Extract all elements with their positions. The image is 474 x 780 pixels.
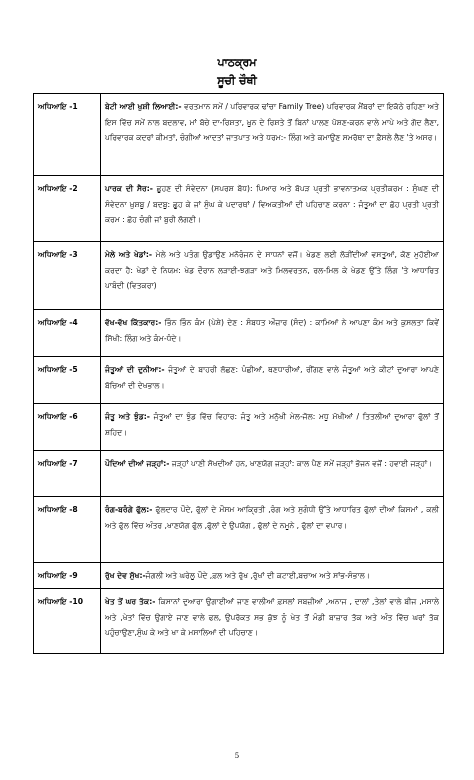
chapter-content	[101, 497, 444, 563]
chapter-topic: ਖੇਤ ਤੋਂ ਘਰ ਤੱਕ:-	[105, 597, 156, 606]
chapter-label: ਅਧਿਆਇ -2	[34, 176, 101, 242]
chapter-description: ਜੰਤੂਆਂ ਦਾ ਝੁੰਡ ਵਿੱਚ ਵਿਹਾਰ: ਜੰਤੂ ਅਤੇ ਮਨੁੱਖੀ ਮੇਲ-ਜੋਲ: ਮਧੂ ਮੱਖੀਆਂ / ਤਿਤਲੀਆਂ ਦੁਆਰਾ ਫੁੱਲਾਂ ਤੋਂ ਸ਼ਹਿਦ।	[105, 412, 439, 437]
page-number: 5	[234, 752, 240, 760]
chapter-topic: ਰੁੱਖ ਦੇਵ ਸੁੱਖ:-	[105, 571, 146, 580]
chapter-label: ਅਧਿਆਇ -1	[34, 94, 101, 176]
chapter-description: ਭਿੰਨ ਭਿੰਨ ਕੰਮ (ਪੇਸ਼ੇ) ਦੇਣ : ਸੰਬਧਤ ਔਜ਼ਾਰ (ਸੰਦ) : ਕਾਮਿਆਂ ਨੇ ਆਪਣਾ ਕੰਮ ਅਤੇ ਕੁਸਲਤਾ ਕਿਵੇਂ ਸਿੱਖੀ: ਲਿੰਗ ਅਤੇ ਕੰਮ-ਧੰਦੇ।	[105, 318, 439, 343]
chapter-label: ਅਧਿਆਇ -3	[34, 242, 101, 310]
chapter-description: ਫੁੱਲਦਾਰ ਪੌਦੇ, ਫੁੱਲਾਂ ਦੇ ਮੌਸਮ ਆਕ੍ਰਿਤੀ ,ਰੰਗ ਅਤੇ ਸੁਗੰਧੀ ਉੱਤੇ ਆਧਾਰਿਤ ਫੁੱਲਾਂ ਦੀਆਂ ਕਿਸਮਾਂ , ਕਲੀ ਅਤੇ ਫੁੱਲ ਵਿੱਚ ਅੰਤਰ ,ਖਾਣਯੋਗ ਫੁੱਲ ,ਫੁੱਲਾਂ ਦੇ ਉਪਯੋਗ , ਫੁੱਲਾਂ ਦੇ ਨਮੂਨੇ , ਫੁੱਲਾਂ ਦਾ ਵਪਾਰ।	[105, 505, 439, 530]
chapter-content	[101, 404, 444, 451]
chapter-content	[101, 451, 444, 497]
chapter-label: ਅਧਿਆਇ -8	[34, 497, 101, 563]
table-row	[34, 563, 444, 589]
chapter-label: ਅਧਿਆਇ -6	[34, 404, 101, 451]
table-row	[34, 451, 444, 497]
chapter-content	[101, 563, 444, 589]
chapter-topic: ਪਾਰਕ ਦੀ ਸੈਰ:-	[105, 184, 153, 193]
chapter-description: ਵਰਤਮਾਨ ਸਮੇਂ / ਪਰਿਵਾਰਕ ਢਾਂਚਾ Family Tree) ਪਰਿਵਾਰਕ ਮੈਂਬਰਾਂ ਦਾ ਇਕੱਠੇ ਰਹਿਣਾ ਅਤੇ ਇਸ ਵਿੱਚ ਸਮੇਂ ਨਾਲ ਬਦਲਾਵ, ਮਾਂ ਬੱਚੇ ਦਾ-ਰਿਸ਼ਤਾ, ਖ਼ੂਨ ਦੇ ਰਿਸ਼ਤੇ ਤੋਂ ਬਿਨਾਂ ਪਾਲਣ ਪੋਸ਼ਣ-ਕਰਨ ਵਾਲੇ ਮਾਪੇ ਅਤੇ ਗੋਦ ਲੈਣਾ, ਪਰਿਵਾਰਕ ਕਦਰਾਂ ਕੀਮਤਾਂ, ਚੰਗੀਆਂ ਆਦਤਾਂ ਜਾਤਪਾਤ ਅਤੇ ਧਰਮ:- ਲਿੰਗ ਅਤੇ ਕਮਾਉਣ ਸਮਰੱਥਾ ਦਾ ਫ਼ੈਸਲੇ ਲੈਣ 'ਤੇ ਅਸਰ।	[105, 102, 439, 142]
table-row	[34, 310, 444, 357]
table-row	[34, 94, 444, 176]
table-row	[34, 176, 444, 242]
chapter-topic: ਪੌਦਿਆਂ ਦੀਆਂ ਜੜ੍ਹਾਂ:-	[105, 459, 170, 468]
chapter-topic: ਜੰਤੂਆਂ ਦੀ ਦੁਨੀਆ:-	[105, 365, 165, 374]
syllabus-table	[33, 93, 444, 654]
chapter-topic: ਮੇਲੇ ਅਤੇ ਖੇਡਾਂ:-	[105, 250, 153, 259]
chapter-content	[101, 242, 444, 310]
chapter-content	[101, 176, 444, 242]
chapter-description: ਜੰਤੂਆਂ ਦੇ ਬਾਹਰੀ ਲੱਛਣ: ਪੰਛੀਆਂ, ਥਣਧਾਰੀਆਂ, ਰੀਂਗਣ ਵਾਲੇ ਜੰਤੂਆਂ ਅਤੇ ਕੀਟਾਂ ਦੁਆਰਾ ਆਪਣੇ ਬੱਚਿਆਂ ਦੀ ਦੇਖਭਾਲ।	[105, 365, 439, 390]
table-row	[34, 497, 444, 563]
table-row	[34, 242, 444, 310]
chapter-label: ਅਧਿਆਇ -5	[34, 357, 101, 404]
chapter-content	[101, 357, 444, 404]
table-row	[34, 404, 444, 451]
chapter-content	[101, 310, 444, 357]
chapter-description: ਛੂਹਣ ਦੀ ਸੰਵੇਦਨਾ (ਸਪਰਸ਼ ਬੋਧ): ਪਿਆਰ ਅਤੇ ਬੱਪੜ ਪ੍ਰਤੀ ਭਾਵਨਾਤਮਕ ਪ੍ਰਤੀਕਰਮ : ਸੁੰਘਣ ਦੀ ਸੰਵੇਦਨਾ ਖ਼ੁਸ਼ਬੂ / ਬਦਬੂ: ਛੂਹ ਕੇ ਜਾਂ ਸੁੰਘ ਕੇ ਪਦਾਰਥਾਂ / ਵਿਅਕਤੀਆਂ ਦੀ ਪਹਿਚਾਣ ਕਰਨਾ : ਜੰਤੂਆਂ ਦਾ ਛੋਹ ਪ੍ਰਤੀ ਪ੍ਰਤੀ ਕਰਮ : ਛੋਹ ਚੰਗੀ ਜਾਂ ਬੁਰੀ ਲੱਗਣੀ।	[105, 184, 440, 224]
chapter-description: ਮੇਲੇ ਅਤੇ ਪਤੰਗ ਉਡਾਉਣ ਮਨੋਰੰਜਨ ਦੇ ਸਾਧਨਾਂ ਵਜੋਂ। ਖੇਡਣ ਲਈ ਲੋੜੀਂਦੀਆਂ ਵਸਤੂਆਂ, ਕੋਣ ਮੁਹੱਈਆ ਕਰਦਾ ਹੈ: ਖੇਡਾਂ ਦੇ ਨਿਯਮ: ਖੇਡ ਦੌਰਾਨ ਲੜਾਈ-ਝਗੜਾ ਅਤੇ ਮਿਲਵਰਤਨ, ਰਲ-ਮਿਲ ਕੇ ਖੇਡਣ ਉੱਤੇ ਲਿੰਗ 'ਤੇ ਆਧਾਰਿਤ ਪਾਬੰਦੀ (ਵਿਤਕਰਾ)	[105, 250, 439, 290]
chapter-content	[101, 589, 444, 654]
page-subtitle: ਸੂਚੀ ਚੌਥੀ	[217, 74, 257, 87]
chapter-label: ਅਧਿਆਇ -4	[34, 310, 101, 357]
page-title: ਪਾਠਕ੍ਰਮ	[217, 56, 257, 69]
chapter-topic: ਵੱਖ-ਵੱਖ ਕਿੱਤਕਾਰ:-	[105, 318, 162, 327]
chapter-content	[101, 94, 444, 176]
chapter-topic: ਬੇਟੀ ਆਈ ਖੁਸ਼ੀ ਲਿਆਈ:-	[105, 102, 182, 111]
chapter-description: ਕਿਸਾਨਾਂ ਦੁਆਰਾ ਉਗਾਈਆਂ ਜਾਣ ਵਾਲੀਆਂ ਫ਼ਸਲਾਂ ਸਬਜ਼ੀਆਂ ,ਅਨਾਜ , ਦਾਲਾਂ ,ਤੇਲਾਂ ਵਾਲੇ ਬੀਜ ,ਮਸਾਲੇ ਅਤੇ ,ਖੇਤਾਂ ਵਿੱਚ ਉਗਾਏ ਜਾਣ ਵਾਲੇ ਫਲ, ਉਪਰੋਕਤ ਸਭ ਕੁੱਝ ਨੂੰ ਖੇਤ ਤੋਂ ਮੰਡੀ ਬਾਜ਼ਾਰ ਤੱਕ ਅਤੇ ਅੰਤ ਵਿੱਚ ਘਰਾਂ ਤੱਕ ਪਹੁੰਚਾਉਣਾ,ਸੁੰਘ ਕੇ ਅਤੇ ਖਾ ਕੇ ਮਸਾਲਿਆਂ ਦੀ ਪਹਿਚਾਣ।	[105, 597, 439, 637]
chapter-label: ਅਧਿਆਇ -10	[34, 589, 101, 654]
chapter-label: ਅਧਿਆਇ -7	[34, 451, 101, 497]
chapter-description: ਜੜ੍ਹਾਂ ਪਾਣੀ ਸੋਖਦੀਆਂ ਹਨ, ਖਾਣਯੋਗ ਜੜ੍ਹਾਂ: ਕਾਲ ਪੈਣ ਸਮੇਂ ਜੜ੍ਹਾਂ ਭੋਜਨ ਵਜੋਂ : ਹਵਾਈ ਜੜ੍ਹਾਂ।	[169, 459, 433, 468]
chapter-topic: ਜੰਤੂ ਅਤੇ ਝੁੰਡ:-	[105, 412, 150, 421]
chapter-label: ਅਧਿਆਇ -9	[34, 563, 101, 589]
table-row	[34, 357, 444, 404]
chapter-description: ਜੰਗਲੀ ਅਤੇ ਘਰੇਲੂ ਪੌਦੇ ,ਫ਼ਲ ਅਤੇ ਰੁੱਖ ,ਰੁੱਖਾਂ ਦੀ ਕਟਾਈ,ਬਚਾਅ ਅਤੇ ਸਾਂਭ-ਸੰਭਾਲ।	[145, 571, 370, 580]
table-row	[34, 589, 444, 654]
chapter-topic: ਰੰਗ-ਬਰੰਗੇ ਫੁੱਲ:-	[105, 505, 153, 514]
